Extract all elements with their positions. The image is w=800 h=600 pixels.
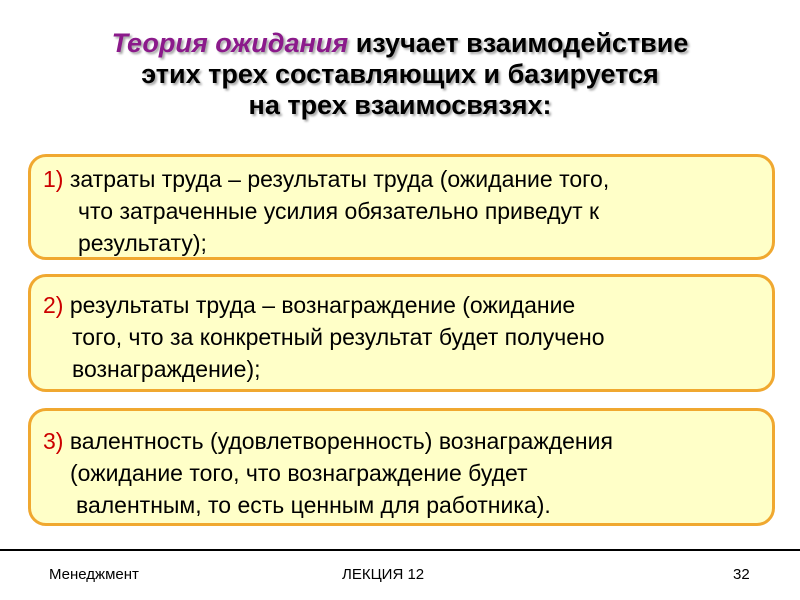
box-2-number: 2)	[43, 292, 64, 318]
box-2-line-2: того, что за конкретный результат будет получено	[72, 324, 605, 350]
footer-lecture: ЛЕКЦИЯ 12	[342, 566, 425, 583]
title-line-1	[0, 28, 800, 59]
box-1-line-2: что затраченные усилия обязательно приведут к	[78, 198, 600, 224]
box-3-number: 3)	[43, 428, 64, 454]
box-1-line-1	[43, 163, 609, 195]
relation-box-2	[28, 274, 775, 392]
relation-box-3	[28, 408, 775, 526]
box-3-line-2: (ожидание того, что вознаграждение будет	[70, 460, 528, 486]
footer-page-number: 32	[733, 566, 750, 583]
box-3-line-3: валентным, то есть ценным для работника).	[76, 492, 551, 518]
box-3-text-1: валентность (удовлетворенность) вознаграждения	[63, 428, 613, 454]
relation-box-1	[28, 154, 775, 260]
title-line-2: этих трех составляющих и базируется	[141, 59, 659, 89]
box-1-text-1: затраты труда – результаты труда (ожидание того,	[63, 166, 610, 192]
slide-title	[0, 28, 800, 121]
box-2-line-1	[43, 289, 575, 321]
title-line-3: на трех взаимосвязях:	[248, 90, 552, 120]
footer-divider	[0, 549, 800, 551]
box-2-text-1: результаты труда – вознаграждение (ожидание	[63, 292, 576, 318]
box-3-line-1	[43, 425, 613, 457]
footer-course: Менеджмент	[49, 566, 139, 583]
title-line-1-rest: изучает взаимодействие	[348, 28, 689, 58]
box-1-line-3: результату);	[78, 230, 207, 256]
box-2-line-3: вознаграждение);	[72, 356, 261, 382]
box-1-number: 1)	[43, 166, 64, 192]
title-accent: Теория ожидания	[111, 28, 349, 58]
